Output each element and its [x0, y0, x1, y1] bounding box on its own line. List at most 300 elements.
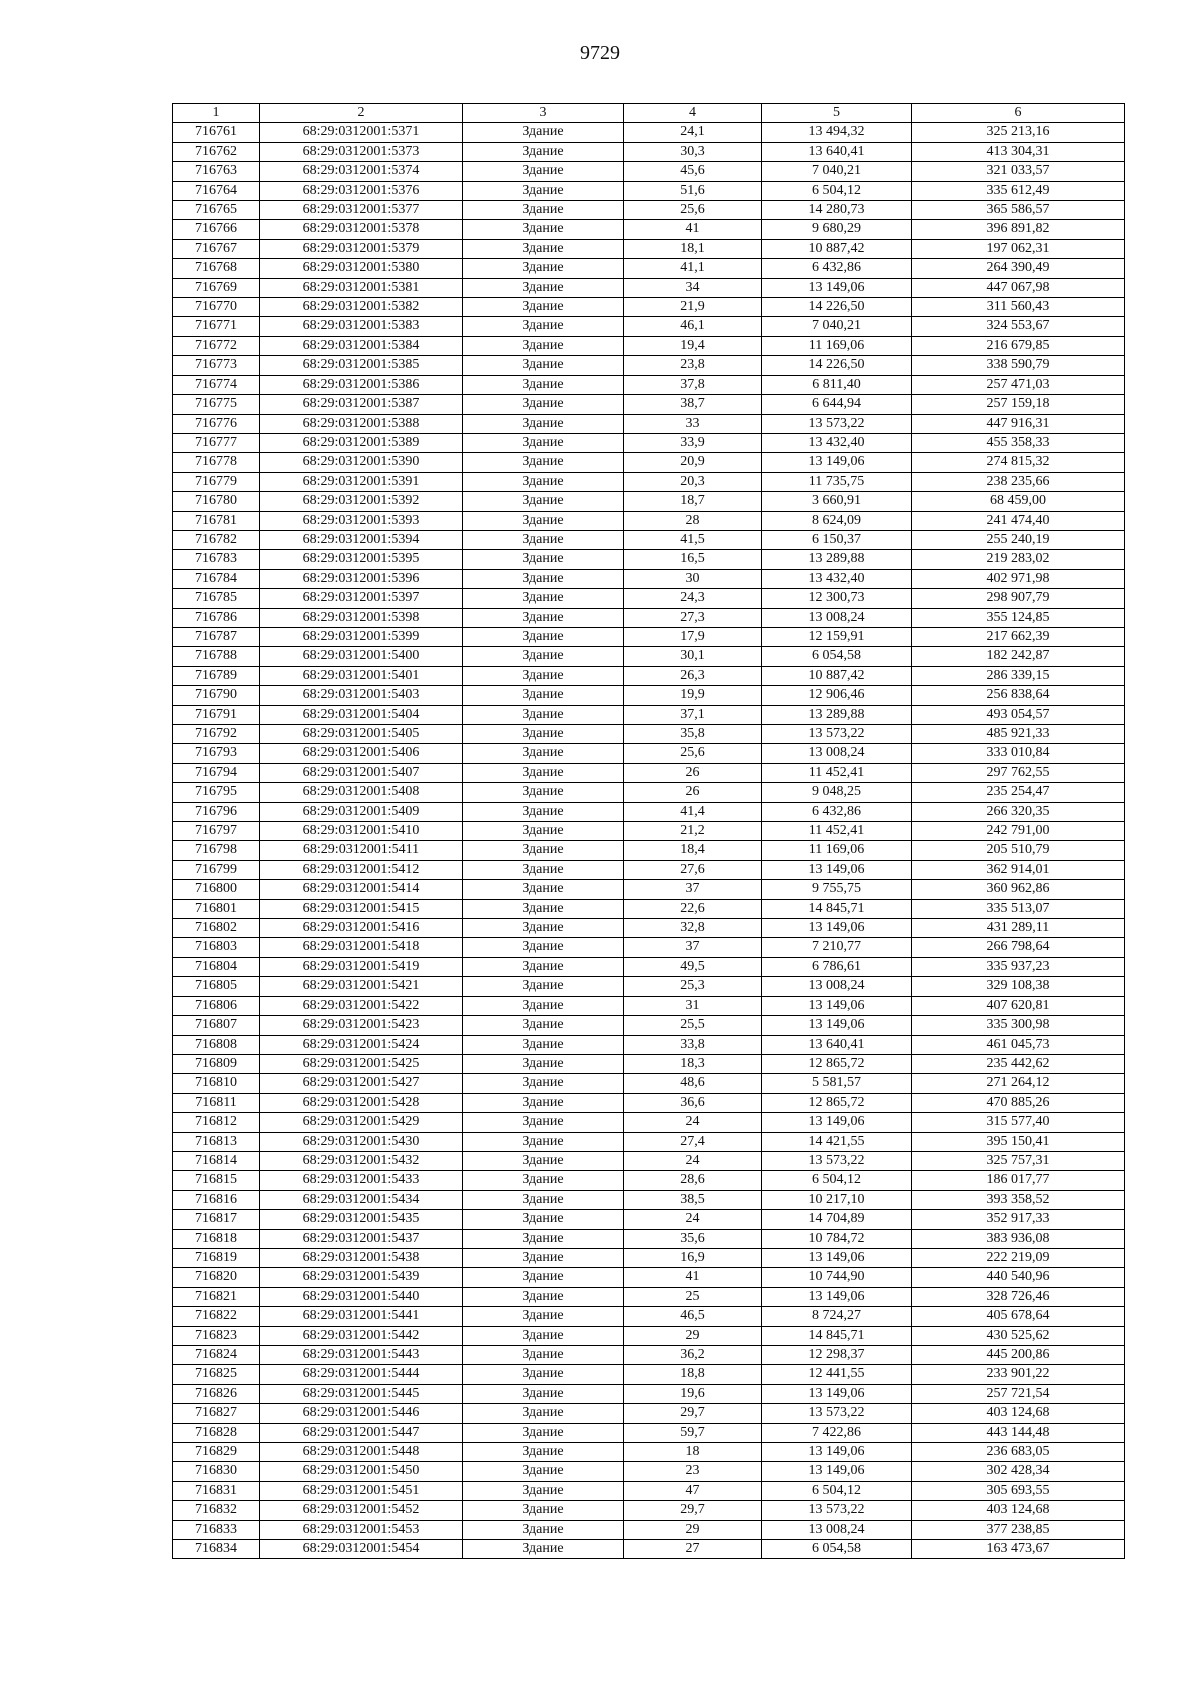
cadastral-number-cell: 68:29:0312001:5398: [260, 608, 463, 627]
table-row: [173, 375, 1125, 394]
row-number-cell: 716816: [173, 1190, 260, 1209]
value-cell: 443 144,48: [912, 1423, 1125, 1442]
value-cell: 242 791,00: [912, 822, 1125, 841]
value-cell: 255 240,19: [912, 530, 1125, 549]
cadastral-number-cell: 68:29:0312001:5434: [260, 1190, 463, 1209]
area-cell: 27: [624, 1540, 762, 1559]
cadastral-number-cell: 68:29:0312001:5454: [260, 1540, 463, 1559]
rate-cell: 13 494,32: [762, 123, 912, 142]
table-row: [173, 1346, 1125, 1365]
object-type-cell: Здание: [463, 511, 624, 530]
table-row: [173, 860, 1125, 879]
area-cell: 41: [624, 1268, 762, 1287]
cadastral-number-cell: 68:29:0312001:5435: [260, 1210, 463, 1229]
cadastral-number-cell: 68:29:0312001:5416: [260, 919, 463, 938]
table-row: [173, 181, 1125, 200]
rate-cell: 13 573,22: [762, 414, 912, 433]
value-cell: 395 150,41: [912, 1132, 1125, 1151]
area-cell: 41: [624, 220, 762, 239]
object-type-cell: Здание: [463, 239, 624, 258]
row-number-cell: 716781: [173, 511, 260, 530]
value-cell: 298 907,79: [912, 589, 1125, 608]
value-cell: 365 586,57: [912, 201, 1125, 220]
cadastral-number-cell: 68:29:0312001:5453: [260, 1520, 463, 1539]
value-cell: 257 159,18: [912, 395, 1125, 414]
table-row: [173, 1113, 1125, 1132]
area-cell: 30,1: [624, 647, 762, 666]
area-cell: 33,8: [624, 1035, 762, 1054]
value-cell: 257 471,03: [912, 375, 1125, 394]
object-type-cell: Здание: [463, 453, 624, 472]
rate-cell: 13 149,06: [762, 860, 912, 879]
rate-cell: 13 149,06: [762, 1113, 912, 1132]
table-row: [173, 822, 1125, 841]
value-cell: 217 662,39: [912, 627, 1125, 646]
area-cell: 28: [624, 511, 762, 530]
area-cell: 35,8: [624, 725, 762, 744]
cadastral-number-cell: 68:29:0312001:5441: [260, 1307, 463, 1326]
cadastral-number-cell: 68:29:0312001:5419: [260, 957, 463, 976]
cadastral-number-cell: 68:29:0312001:5401: [260, 666, 463, 685]
rate-cell: 6 150,37: [762, 530, 912, 549]
rate-cell: 12 865,72: [762, 1093, 912, 1112]
rate-cell: 13 149,06: [762, 453, 912, 472]
object-type-cell: Здание: [463, 1404, 624, 1423]
area-cell: 46,5: [624, 1307, 762, 1326]
value-cell: 362 914,01: [912, 860, 1125, 879]
value-cell: 329 108,38: [912, 977, 1125, 996]
object-type-cell: Здание: [463, 919, 624, 938]
cadastral-number-cell: 68:29:0312001:5376: [260, 181, 463, 200]
table-row: [173, 1074, 1125, 1093]
table-row: [173, 957, 1125, 976]
data-table: [172, 103, 1125, 1559]
rate-cell: 10 744,90: [762, 1268, 912, 1287]
cadastral-number-cell: 68:29:0312001:5427: [260, 1074, 463, 1093]
table-row: [173, 1171, 1125, 1190]
row-number-cell: 716825: [173, 1365, 260, 1384]
table-row: [173, 1423, 1125, 1442]
area-cell: 21,2: [624, 822, 762, 841]
table-row: [173, 1268, 1125, 1287]
cadastral-number-cell: 68:29:0312001:5407: [260, 763, 463, 782]
rate-cell: 14 280,73: [762, 201, 912, 220]
row-number-cell: 716818: [173, 1229, 260, 1248]
value-cell: 236 683,05: [912, 1443, 1125, 1462]
object-type-cell: Здание: [463, 1365, 624, 1384]
area-cell: 29: [624, 1520, 762, 1539]
object-type-cell: Здание: [463, 259, 624, 278]
object-type-cell: Здание: [463, 705, 624, 724]
value-cell: 315 577,40: [912, 1113, 1125, 1132]
object-type-cell: Здание: [463, 627, 624, 646]
object-type-cell: Здание: [463, 1210, 624, 1229]
area-cell: 16,9: [624, 1248, 762, 1267]
cadastral-number-cell: 68:29:0312001:5424: [260, 1035, 463, 1054]
table-row: [173, 919, 1125, 938]
area-cell: 49,5: [624, 957, 762, 976]
rate-cell: 11 169,06: [762, 336, 912, 355]
row-number-cell: 716795: [173, 783, 260, 802]
value-cell: 233 901,22: [912, 1365, 1125, 1384]
object-type-cell: Здание: [463, 647, 624, 666]
cadastral-number-cell: 68:29:0312001:5422: [260, 996, 463, 1015]
cadastral-number-cell: 68:29:0312001:5437: [260, 1229, 463, 1248]
table-row: [173, 511, 1125, 530]
rate-cell: 13 573,22: [762, 1501, 912, 1520]
value-cell: 338 590,79: [912, 356, 1125, 375]
area-cell: 48,6: [624, 1074, 762, 1093]
area-cell: 18,3: [624, 1054, 762, 1073]
table-row: [173, 142, 1125, 161]
cadastral-number-cell: 68:29:0312001:5377: [260, 201, 463, 220]
object-type-cell: Здание: [463, 142, 624, 161]
value-cell: 256 838,64: [912, 686, 1125, 705]
value-cell: 241 474,40: [912, 511, 1125, 530]
table-row: [173, 763, 1125, 782]
rate-cell: 14 226,50: [762, 356, 912, 375]
cadastral-number-cell: 68:29:0312001:5433: [260, 1171, 463, 1190]
value-cell: 335 937,23: [912, 957, 1125, 976]
cadastral-number-cell: 68:29:0312001:5381: [260, 278, 463, 297]
cadastral-number-cell: 68:29:0312001:5388: [260, 414, 463, 433]
area-cell: 25,3: [624, 977, 762, 996]
rate-cell: 14 704,89: [762, 1210, 912, 1229]
rate-cell: 12 865,72: [762, 1054, 912, 1073]
area-cell: 59,7: [624, 1423, 762, 1442]
column-header: 3: [463, 104, 624, 123]
rate-cell: 6 432,86: [762, 802, 912, 821]
object-type-cell: Здание: [463, 996, 624, 1015]
object-type-cell: Здание: [463, 530, 624, 549]
rate-cell: 7 210,77: [762, 938, 912, 957]
row-number-cell: 716761: [173, 123, 260, 142]
area-cell: 26: [624, 763, 762, 782]
cadastral-number-cell: 68:29:0312001:5387: [260, 395, 463, 414]
rate-cell: 7 422,86: [762, 1423, 912, 1442]
area-cell: 26,3: [624, 666, 762, 685]
area-cell: 33: [624, 414, 762, 433]
cadastral-number-cell: 68:29:0312001:5373: [260, 142, 463, 161]
row-number-cell: 716802: [173, 919, 260, 938]
object-type-cell: Здание: [463, 414, 624, 433]
cadastral-number-cell: 68:29:0312001:5383: [260, 317, 463, 336]
value-cell: 447 916,31: [912, 414, 1125, 433]
rate-cell: 13 149,06: [762, 919, 912, 938]
row-number-cell: 716811: [173, 1093, 260, 1112]
cadastral-number-cell: 68:29:0312001:5428: [260, 1093, 463, 1112]
cadastral-number-cell: 68:29:0312001:5391: [260, 472, 463, 491]
row-number-cell: 716803: [173, 938, 260, 957]
row-number-cell: 716787: [173, 627, 260, 646]
area-cell: 31: [624, 996, 762, 1015]
rate-cell: 13 573,22: [762, 1151, 912, 1170]
area-cell: 24: [624, 1210, 762, 1229]
area-cell: 16,5: [624, 550, 762, 569]
value-cell: 470 885,26: [912, 1093, 1125, 1112]
table-row: [173, 123, 1125, 142]
value-cell: 266 320,35: [912, 802, 1125, 821]
cadastral-number-cell: 68:29:0312001:5448: [260, 1443, 463, 1462]
table-row: [173, 1210, 1125, 1229]
row-number-cell: 716821: [173, 1287, 260, 1306]
table-row: [173, 647, 1125, 666]
rate-cell: 11 735,75: [762, 472, 912, 491]
cadastral-number-cell: 68:29:0312001:5394: [260, 530, 463, 549]
cadastral-number-cell: 68:29:0312001:5411: [260, 841, 463, 860]
value-cell: 360 962,86: [912, 880, 1125, 899]
cadastral-number-cell: 68:29:0312001:5409: [260, 802, 463, 821]
value-cell: 430 525,62: [912, 1326, 1125, 1345]
rate-cell: 7 040,21: [762, 162, 912, 181]
area-cell: 38,5: [624, 1190, 762, 1209]
area-cell: 24: [624, 1113, 762, 1132]
value-cell: 461 045,73: [912, 1035, 1125, 1054]
row-number-cell: 716786: [173, 608, 260, 627]
table-row: [173, 1326, 1125, 1345]
rate-cell: 13 149,06: [762, 1016, 912, 1035]
table-row: [173, 589, 1125, 608]
row-number-cell: 716833: [173, 1520, 260, 1539]
cadastral-number-cell: 68:29:0312001:5399: [260, 627, 463, 646]
table-row: [173, 899, 1125, 918]
value-cell: 447 067,98: [912, 278, 1125, 297]
object-type-cell: Здание: [463, 201, 624, 220]
rate-cell: 6 786,61: [762, 957, 912, 976]
value-cell: 377 238,85: [912, 1520, 1125, 1539]
object-type-cell: Здание: [463, 1248, 624, 1267]
row-number-cell: 716807: [173, 1016, 260, 1035]
object-type-cell: Здание: [463, 589, 624, 608]
table-row: [173, 725, 1125, 744]
table-row: [173, 1132, 1125, 1151]
area-cell: 41,1: [624, 259, 762, 278]
cadastral-number-cell: 68:29:0312001:5378: [260, 220, 463, 239]
object-type-cell: Здание: [463, 1113, 624, 1132]
table-body: [173, 123, 1125, 1559]
object-type-cell: Здание: [463, 550, 624, 569]
table-row: [173, 356, 1125, 375]
object-type-cell: Здание: [463, 1151, 624, 1170]
column-header: 6: [912, 104, 1125, 123]
rate-cell: 13 008,24: [762, 744, 912, 763]
area-cell: 41,4: [624, 802, 762, 821]
table-row: [173, 317, 1125, 336]
cadastral-number-cell: 68:29:0312001:5393: [260, 511, 463, 530]
cadastral-number-cell: 68:29:0312001:5447: [260, 1423, 463, 1442]
row-number-cell: 716788: [173, 647, 260, 666]
table-row: [173, 1248, 1125, 1267]
column-header: 2: [260, 104, 463, 123]
row-number-cell: 716830: [173, 1462, 260, 1481]
value-cell: 355 124,85: [912, 608, 1125, 627]
object-type-cell: Здание: [463, 1346, 624, 1365]
value-cell: 271 264,12: [912, 1074, 1125, 1093]
row-number-cell: 716815: [173, 1171, 260, 1190]
area-cell: 19,4: [624, 336, 762, 355]
area-cell: 27,3: [624, 608, 762, 627]
cadastral-number-cell: 68:29:0312001:5389: [260, 433, 463, 452]
object-type-cell: Здание: [463, 938, 624, 957]
table-row: [173, 841, 1125, 860]
rate-cell: 13 149,06: [762, 996, 912, 1015]
cadastral-number-cell: 68:29:0312001:5400: [260, 647, 463, 666]
rate-cell: 6 644,94: [762, 395, 912, 414]
rate-cell: 12 906,46: [762, 686, 912, 705]
object-type-cell: Здание: [463, 298, 624, 317]
rate-cell: 13 640,41: [762, 1035, 912, 1054]
rate-cell: 11 452,41: [762, 763, 912, 782]
table-row: [173, 550, 1125, 569]
rate-cell: 6 054,58: [762, 647, 912, 666]
rate-cell: 13 149,06: [762, 278, 912, 297]
cadastral-number-cell: 68:29:0312001:5380: [260, 259, 463, 278]
area-cell: 38,7: [624, 395, 762, 414]
row-number-cell: 716819: [173, 1248, 260, 1267]
rate-cell: 13 573,22: [762, 725, 912, 744]
table-row: [173, 298, 1125, 317]
value-cell: 393 358,52: [912, 1190, 1125, 1209]
area-cell: 37: [624, 880, 762, 899]
row-number-cell: 716799: [173, 860, 260, 879]
row-number-cell: 716773: [173, 356, 260, 375]
value-cell: 297 762,55: [912, 763, 1125, 782]
area-cell: 37,8: [624, 375, 762, 394]
cadastral-number-cell: 68:29:0312001:5382: [260, 298, 463, 317]
rate-cell: 5 581,57: [762, 1074, 912, 1093]
area-cell: 51,6: [624, 181, 762, 200]
table-row: [173, 220, 1125, 239]
table-row: [173, 239, 1125, 258]
object-type-cell: Здание: [463, 1287, 624, 1306]
table-row: [173, 1016, 1125, 1035]
rate-cell: 14 226,50: [762, 298, 912, 317]
table-row: [173, 783, 1125, 802]
cadastral-number-cell: 68:29:0312001:5445: [260, 1384, 463, 1403]
rate-cell: 9 680,29: [762, 220, 912, 239]
object-type-cell: Здание: [463, 744, 624, 763]
value-cell: 413 304,31: [912, 142, 1125, 161]
row-number-cell: 716823: [173, 1326, 260, 1345]
cadastral-number-cell: 68:29:0312001:5405: [260, 725, 463, 744]
rate-cell: 12 300,73: [762, 589, 912, 608]
object-type-cell: Здание: [463, 841, 624, 860]
table-row: [173, 530, 1125, 549]
object-type-cell: Здание: [463, 1384, 624, 1403]
object-type-cell: Здание: [463, 492, 624, 511]
object-type-cell: Здание: [463, 181, 624, 200]
row-number-cell: 716804: [173, 957, 260, 976]
cadastral-number-cell: 68:29:0312001:5410: [260, 822, 463, 841]
table-row: [173, 686, 1125, 705]
value-cell: 431 289,11: [912, 919, 1125, 938]
row-number-cell: 716828: [173, 1423, 260, 1442]
object-type-cell: Здание: [463, 1540, 624, 1559]
area-cell: 26: [624, 783, 762, 802]
table-row: [173, 1443, 1125, 1462]
row-number-cell: 716832: [173, 1501, 260, 1520]
value-cell: 163 473,67: [912, 1540, 1125, 1559]
table-row: [173, 1307, 1125, 1326]
object-type-cell: Здание: [463, 1054, 624, 1073]
object-type-cell: Здание: [463, 860, 624, 879]
rate-cell: 9 755,75: [762, 880, 912, 899]
cadastral-number-cell: 68:29:0312001:5406: [260, 744, 463, 763]
object-type-cell: Здание: [463, 1229, 624, 1248]
row-number-cell: 716770: [173, 298, 260, 317]
value-cell: 302 428,34: [912, 1462, 1125, 1481]
object-type-cell: Здание: [463, 686, 624, 705]
value-cell: 311 560,43: [912, 298, 1125, 317]
rate-cell: 13 149,06: [762, 1462, 912, 1481]
rate-cell: 6 811,40: [762, 375, 912, 394]
rate-cell: 13 640,41: [762, 142, 912, 161]
row-number-cell: 716785: [173, 589, 260, 608]
area-cell: 30,3: [624, 142, 762, 161]
table-row: [173, 666, 1125, 685]
table-row: [173, 938, 1125, 957]
table-row: [173, 1035, 1125, 1054]
rate-cell: 10 217,10: [762, 1190, 912, 1209]
table-row: [173, 1151, 1125, 1170]
value-cell: 407 620,81: [912, 996, 1125, 1015]
table-row: [173, 278, 1125, 297]
area-cell: 29,7: [624, 1404, 762, 1423]
cadastral-number-cell: 68:29:0312001:5442: [260, 1326, 463, 1345]
column-header: 5: [762, 104, 912, 123]
table-row: [173, 1481, 1125, 1500]
area-cell: 18,7: [624, 492, 762, 511]
value-cell: 445 200,86: [912, 1346, 1125, 1365]
row-number-cell: 716762: [173, 142, 260, 161]
row-number-cell: 716771: [173, 317, 260, 336]
object-type-cell: Здание: [463, 822, 624, 841]
row-number-cell: 716772: [173, 336, 260, 355]
row-number-cell: 716775: [173, 395, 260, 414]
area-cell: 24,1: [624, 123, 762, 142]
area-cell: 25,5: [624, 1016, 762, 1035]
table-row: [173, 1287, 1125, 1306]
rate-cell: 14 845,71: [762, 1326, 912, 1345]
area-cell: 19,9: [624, 686, 762, 705]
rate-cell: 8 624,09: [762, 511, 912, 530]
area-cell: 37,1: [624, 705, 762, 724]
area-cell: 27,4: [624, 1132, 762, 1151]
rate-cell: 6 432,86: [762, 259, 912, 278]
cadastral-number-cell: 68:29:0312001:5386: [260, 375, 463, 394]
row-number-cell: 716782: [173, 530, 260, 549]
table-row: [173, 453, 1125, 472]
row-number-cell: 716810: [173, 1074, 260, 1093]
row-number-cell: 716769: [173, 278, 260, 297]
object-type-cell: Здание: [463, 725, 624, 744]
cadastral-number-cell: 68:29:0312001:5425: [260, 1054, 463, 1073]
object-type-cell: Здание: [463, 666, 624, 685]
cadastral-number-cell: 68:29:0312001:5429: [260, 1113, 463, 1132]
area-cell: 20,9: [624, 453, 762, 472]
object-type-cell: Здание: [463, 957, 624, 976]
cadastral-number-cell: 68:29:0312001:5432: [260, 1151, 463, 1170]
area-cell: 21,9: [624, 298, 762, 317]
value-cell: 403 124,68: [912, 1501, 1125, 1520]
row-number-cell: 716766: [173, 220, 260, 239]
row-number-cell: 716774: [173, 375, 260, 394]
rate-cell: 11 452,41: [762, 822, 912, 841]
area-cell: 36,2: [624, 1346, 762, 1365]
area-cell: 24,3: [624, 589, 762, 608]
value-cell: 324 553,67: [912, 317, 1125, 336]
area-cell: 34: [624, 278, 762, 297]
